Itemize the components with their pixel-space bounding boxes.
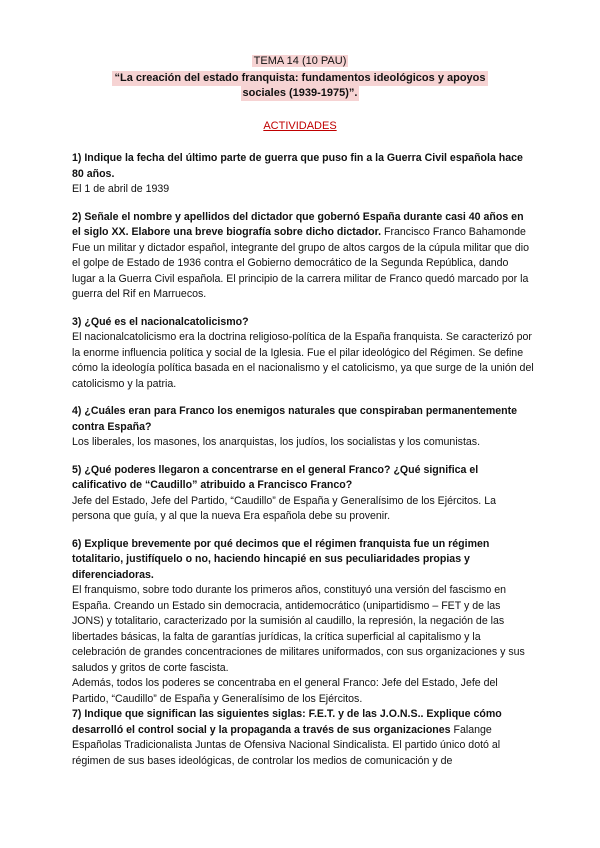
question-text: 4) ¿Cuáles eran para Franco los enemigos naturales que conspiraban permanentemente contra España?: [72, 405, 518, 433]
question-text: 3) ¿Qué es el nacionalcatolicismo?: [72, 315, 249, 328]
question-text: 1) Indique la fecha del último parte de guerra que puso fin a la Guerra Civil española hace 80 años.: [72, 152, 523, 180]
question-text: 2) Señale el nombre y apellidos del dictador que gobernó España durante casi 40 años en el siglo XX. Elabore una breve biografía sobre dicho dictador.: [72, 210, 524, 238]
title-line-2: sociales (1939-1975)”.: [242, 87, 358, 99]
question-4: [72, 404, 534, 451]
question-2: [72, 210, 534, 303]
question-3: [72, 315, 534, 393]
activities-heading: [0, 120, 600, 132]
title-line-1: “La creación del estado franquista: fundamentos ideológicos y apoyos: [114, 72, 486, 84]
tema-label: TEMA 14 (10 PAU): [253, 55, 347, 67]
question-5: [72, 463, 534, 525]
questions-list: [72, 151, 534, 769]
answer-text: Fue un militar y dictador español, integrante del grupo de altos cargos de la cúpula militar que dio el golpe de Estado de 1936 contra el Gobierno democrático de la Segunda República, dando lugar a la Guerra Civil española. El principio de la carrera militar de Franco quedó marcado por la guerra del Rif en Marruecos.: [72, 241, 529, 300]
question-6: [72, 537, 534, 708]
question-text: 7) Indique que significan las siguientes siglas: F.E.T. y de las J.O.N.S.. Explique cómo desarrolló el control social y la propaganda a través de sus organizaciones: [72, 708, 502, 736]
answer-text: Además, todos los poderes se concentraba en el general Franco: Jefe del Estado, Jefe del Partido, “Caudillo” de España y Generalísimo de los Ejércitos.: [72, 677, 498, 705]
question-text: 6) Explique brevemente por qué decimos que el régimen franquista fue un régimen totalitario, justifíquelo o no, haciendo hincapié en sus peculiaridades propias y diferenciadoras.: [72, 537, 490, 581]
question-1: [72, 151, 534, 198]
answer-text: El franquismo, sobre todo durante los primeros años, constituyó una versión del fascismo en España. Creando un Estado sin democracia, antidemocrático (unipartidismo – FET y de las JONS) y totalitario, caracterizado por la sumisión al caudillo, la represión, la negación de las libertades básicas, la falta de garantías jurídicas, la crítica superficial al capitalismo y la celebración de grandes concentraciones de militares uniformados, con sus organizaciones y sus saludos y gritos de corte fascista.: [72, 584, 525, 674]
answer-inline: Francisco Franco Bahamonde: [381, 226, 526, 238]
answer-text: El 1 de abril de 1939: [72, 183, 170, 195]
answer-text: Los liberales, los masones, los anarquistas, los judíos, los socialistas y los comunistas.: [72, 436, 481, 448]
question-text: 5) ¿Qué poderes llegaron a concentrarse en el general Franco? ¿Qué significa el calificativo de “Caudillo” atribuido a Francisco Franco?: [72, 463, 479, 491]
document-title: [0, 71, 600, 101]
answer-text: Jefe del Estado, Jefe del Partido, “Caudillo” de España y Generalísimo de los Ejércitos. La persona que guía, y al que la nueva Era española debe su provenir.: [72, 494, 496, 522]
activities-label: ACTIVIDADES: [263, 120, 337, 132]
tema-heading: [0, 55, 600, 67]
question-7: [72, 707, 534, 769]
answer-inline: Falange Españolas Tradicionalista Juntas de Ofensiva Nacional Sindicalista. El partido único dotó al régimen de sus bases ideológicas, de controlar los medios de comunicación y de: [72, 723, 501, 767]
answer-text: El nacionalcatolicismo era la doctrina religioso-política de la España franquista. Se caracterizó por la enorme influencia política y social de la Iglesia. Fue el pilar ideológico del Régimen. Se define cómo la ideología política basada en el nacionalismo y el catolicismo, ya que surge de la unión del catolicismo y la patria.: [72, 331, 534, 390]
